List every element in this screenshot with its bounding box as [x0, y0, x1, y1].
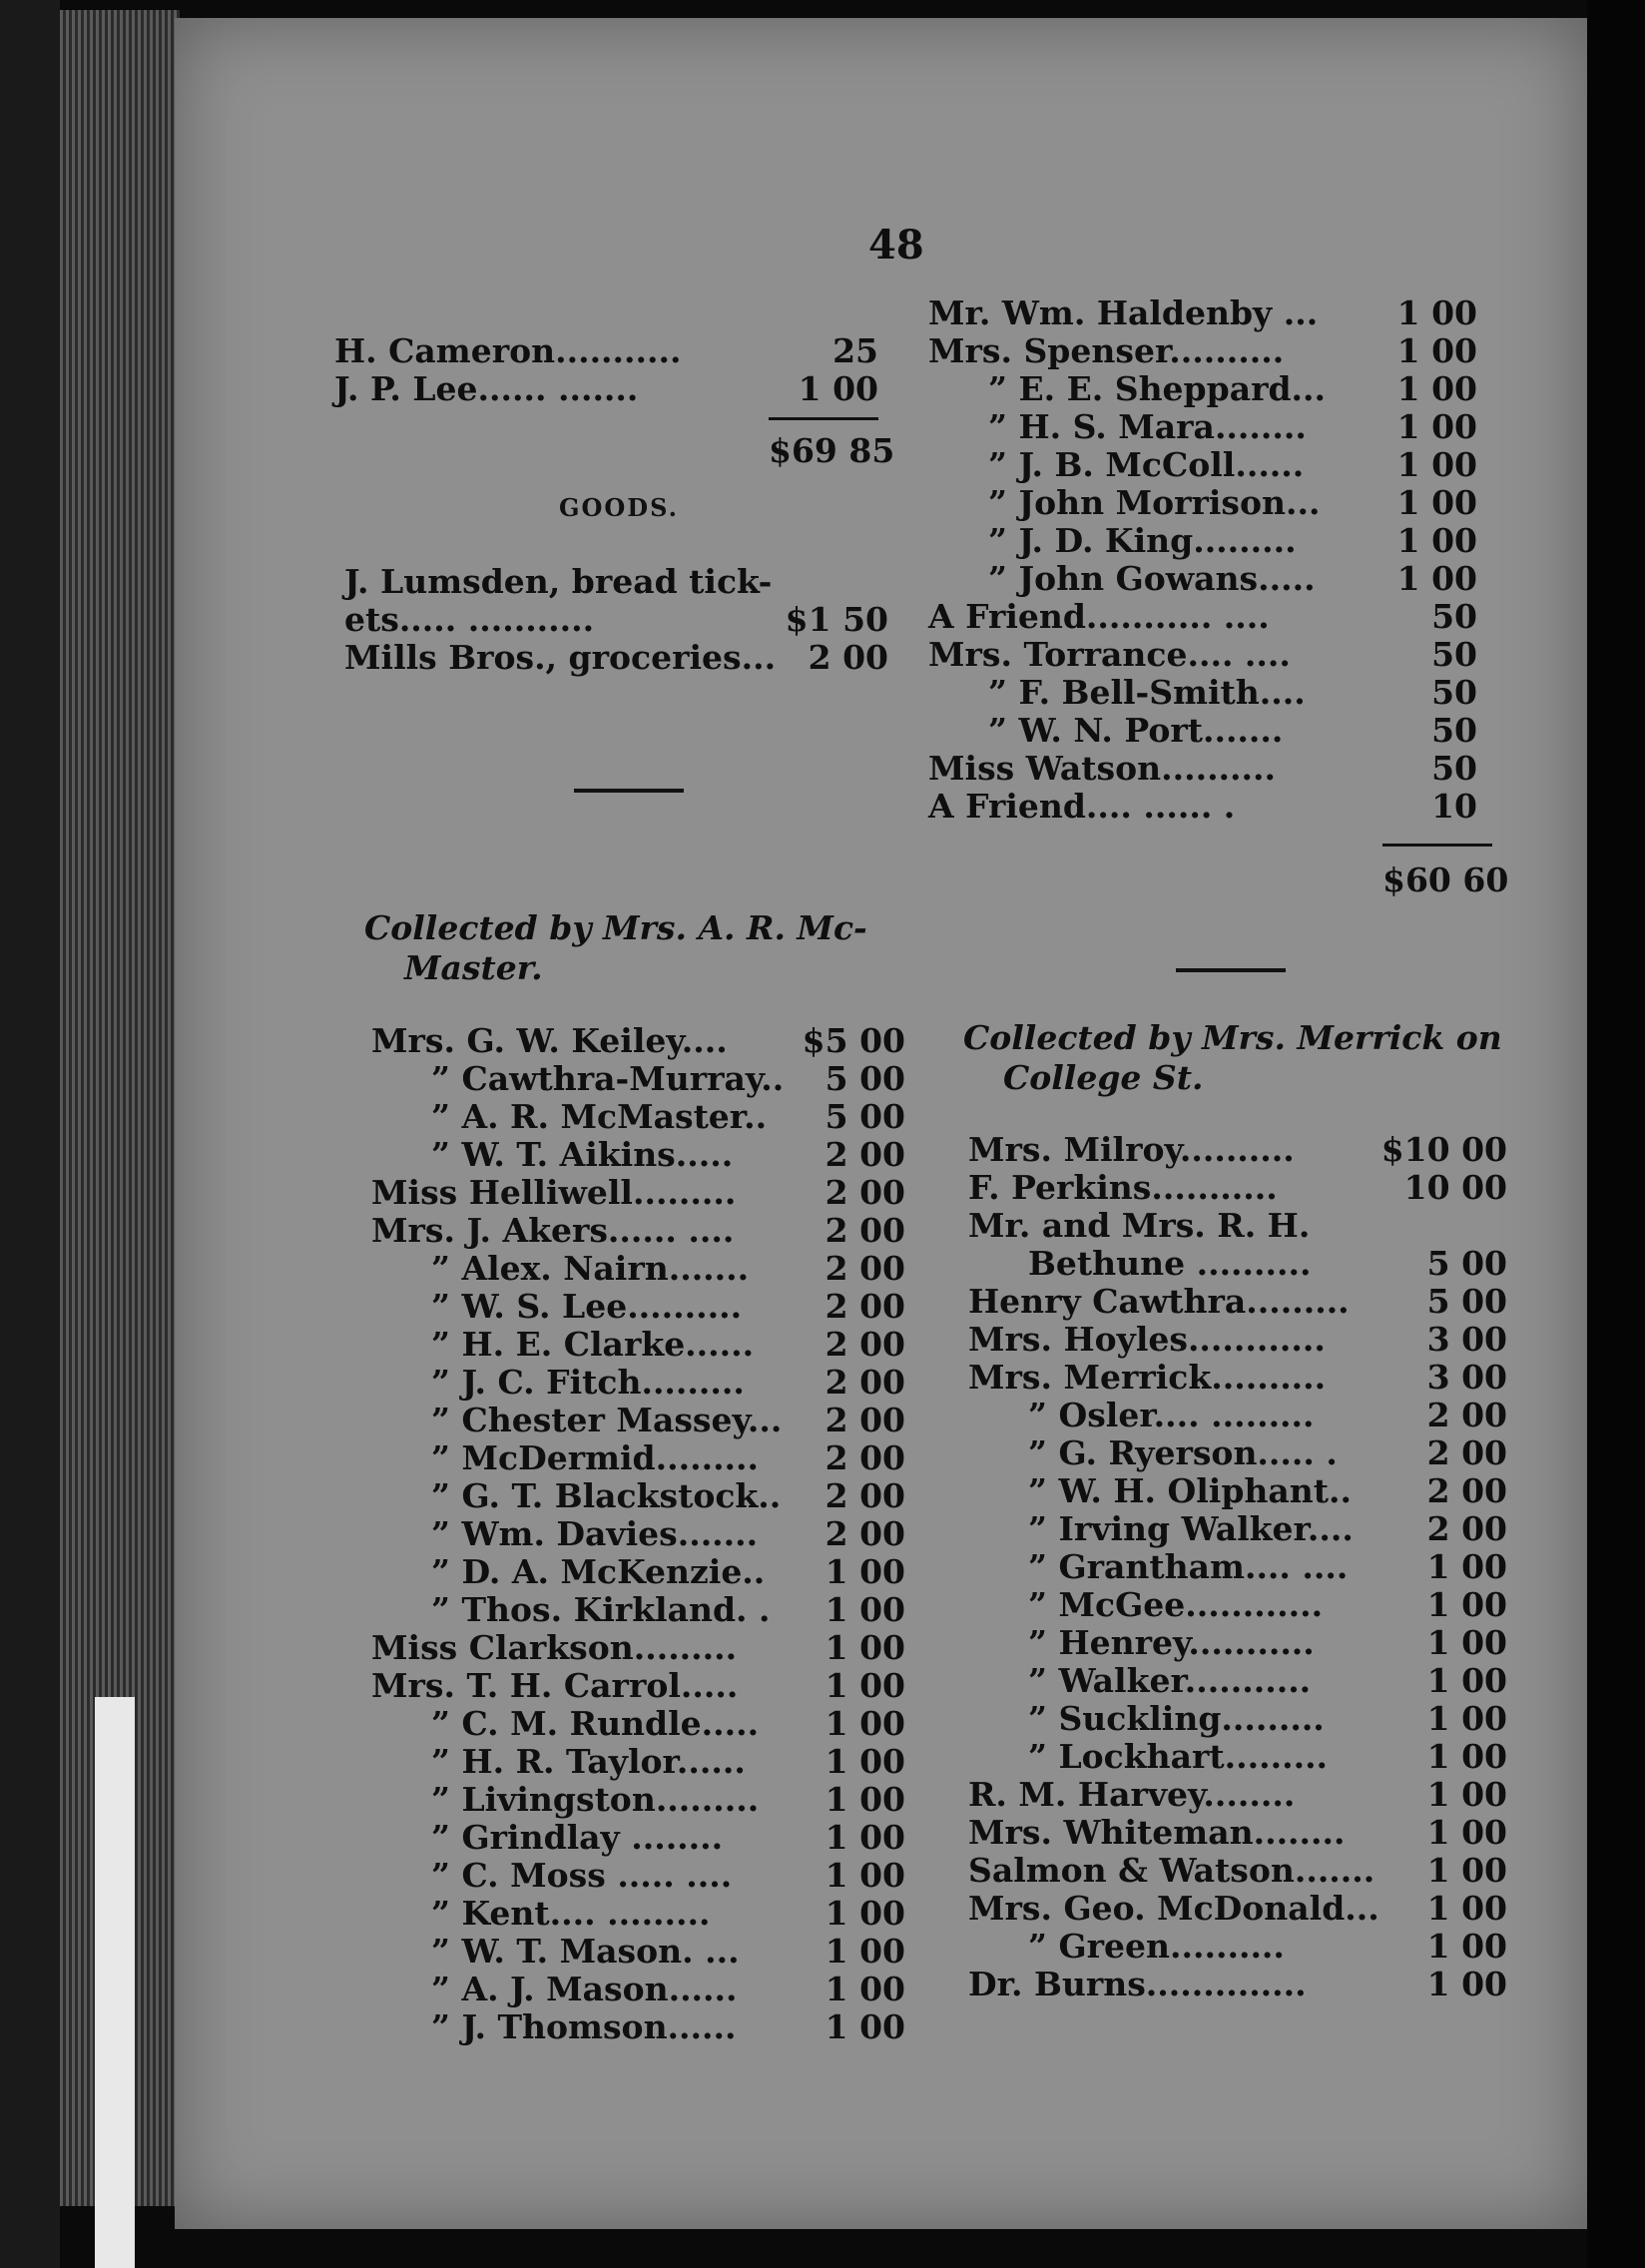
- list-item: [371, 1894, 905, 1932]
- entry-name: ” Irving Walker....: [1028, 1509, 1354, 1548]
- entry-amount: 3 00: [1426, 1358, 1507, 1397]
- list-item: [968, 1471, 1507, 1509]
- entry-amount: 2 00: [824, 1135, 905, 1174]
- entry-name: J. P. Lee...... .......: [334, 369, 639, 408]
- list-item: [371, 1438, 905, 1476]
- entry-amount: 1 00: [1426, 1623, 1507, 1662]
- list-item: [371, 1590, 905, 1628]
- entry-name: Mrs. T. H. Carrol.....: [371, 1666, 739, 1705]
- entry-amount: 1 00: [1426, 1927, 1507, 1966]
- entry-name: ” Thos. Kirkland. .: [431, 1590, 771, 1629]
- entry-amount: 2 00: [824, 1401, 905, 1439]
- entry-amount: 1 00: [1396, 407, 1477, 446]
- entry-name: Mrs. Hoyles............: [968, 1320, 1326, 1359]
- list-item: [371, 1514, 905, 1552]
- list-item: [371, 1211, 905, 1249]
- entry-amount: 1 00: [1396, 445, 1477, 484]
- entry-amount: 50: [1431, 711, 1477, 750]
- entry-amount: 1 00: [824, 1970, 905, 2008]
- entry-name: ” Wm. Davies.......: [431, 1514, 759, 1553]
- list-item: [371, 1173, 905, 1211]
- entry-amount: 1 00: [1396, 369, 1477, 408]
- entry-name: ” H. E. Clarke......: [431, 1325, 755, 1364]
- entry-amount: 2 00: [1426, 1509, 1507, 1548]
- entry-name: Miss Helliwell.........: [371, 1173, 737, 1212]
- list-item: [928, 711, 1477, 749]
- entry-name: ” A. R. McMaster..: [431, 1097, 768, 1136]
- entry-name: Mrs. Spenser..........: [928, 331, 1285, 370]
- right-top-list: [928, 293, 1477, 825]
- entry-name: H. Cameron...........: [334, 331, 682, 370]
- entry-name: ” J. B. McColl......: [988, 445, 1305, 484]
- entry-amount: 50: [1431, 673, 1477, 712]
- entry-amount: 1 00: [1396, 559, 1477, 598]
- list-item: [928, 749, 1477, 787]
- entry-name: ” John Morrison...: [988, 483, 1321, 522]
- entry-amount: 2 00: [1426, 1396, 1507, 1434]
- list-item: [371, 1628, 905, 1666]
- list-item: [371, 1249, 905, 1287]
- entry-name: ” W. N. Port.......: [988, 711, 1284, 750]
- entry-amount: 5 00: [824, 1059, 905, 1098]
- entry-amount: 2 00: [824, 1363, 905, 1402]
- entry-name: ” A. J. Mason......: [431, 1970, 738, 2008]
- entry-name: R. M. Harvey........: [968, 1775, 1296, 1814]
- entry-name: ” Grindlay ........: [431, 1818, 724, 1857]
- entry-amount: $1 50: [785, 600, 888, 639]
- entry-amount: 1 00: [1426, 1851, 1507, 1890]
- list-item: [968, 1889, 1507, 1927]
- entry-name: Mrs. Merrick..........: [968, 1358, 1327, 1397]
- entry-amount: 1 00: [824, 1894, 905, 1933]
- entry-name: Dr. Burns..............: [968, 1965, 1307, 2003]
- entry-amount: 1 00: [824, 1932, 905, 1971]
- entry-amount: 2 00: [1426, 1433, 1507, 1472]
- entry-amount: 1 00: [824, 1780, 905, 1819]
- entry-amount: 3 00: [1426, 1320, 1507, 1359]
- entry-amount: 2 00: [1426, 1471, 1507, 1510]
- list-item: [928, 293, 1477, 331]
- list-item: [344, 638, 888, 676]
- entry-amount: 2 00: [824, 1211, 905, 1250]
- entry-name: ” Chester Massey...: [431, 1401, 783, 1439]
- entry-amount: 10 00: [1403, 1168, 1507, 1207]
- entry-amount: 1 00: [824, 1818, 905, 1857]
- entry-amount: 5 00: [1426, 1282, 1507, 1321]
- entry-amount: 50: [1431, 597, 1477, 636]
- entry-amount: 50: [1431, 749, 1477, 788]
- goods-heading: GOODS.: [559, 493, 679, 522]
- entry-amount: 1 00: [824, 1552, 905, 1591]
- entry-amount: 1 00: [1426, 1813, 1507, 1852]
- entry-name: Mrs. Whiteman........: [968, 1813, 1346, 1852]
- entry-name: J. Lumsden, bread tick-: [344, 562, 773, 601]
- entry-amount: 1 00: [1426, 1699, 1507, 1738]
- list-item: [371, 1135, 905, 1173]
- entry-name: ” Osler.... .........: [1028, 1396, 1315, 1434]
- list-item: [928, 369, 1477, 407]
- entry-amount: 1 00: [1396, 293, 1477, 332]
- list-item: [968, 1623, 1507, 1661]
- left-top-total: $69 85: [769, 431, 895, 470]
- entry-name: Mrs. Milroy..........: [968, 1130, 1295, 1169]
- entry-name: ” Livingston.........: [431, 1780, 760, 1819]
- entry-name: ” C. Moss ..... ....: [431, 1856, 733, 1895]
- list-item: [928, 331, 1477, 369]
- entry-name: A Friend........... ....: [928, 597, 1270, 636]
- list-item: [968, 1851, 1507, 1889]
- entry-amount: 50: [1431, 635, 1477, 674]
- entry-amount: 1 00: [824, 1704, 905, 1743]
- entry-amount: 1 00: [1426, 1737, 1507, 1776]
- book-spine-left: [0, 0, 60, 2268]
- list-item: [371, 1059, 905, 1097]
- list-item: [928, 635, 1477, 673]
- list-item: [968, 1585, 1507, 1623]
- entry-name: ” John Gowans.....: [988, 559, 1316, 598]
- section-divider-left: [574, 789, 684, 793]
- entry-amount: 2 00: [824, 1325, 905, 1364]
- entry-amount: 1 00: [824, 1856, 905, 1895]
- list-item: [334, 331, 878, 369]
- entry-amount: 1 00: [798, 369, 878, 408]
- entry-name: Mr. and Mrs. R. H.: [968, 1206, 1311, 1245]
- list-item: [968, 1320, 1507, 1358]
- list-item: [928, 483, 1477, 521]
- list-item: [334, 369, 878, 407]
- list-item: [928, 445, 1477, 483]
- entry-amount: 1 00: [1426, 1965, 1507, 2003]
- entry-name: ” H. R. Taylor......: [431, 1742, 746, 1781]
- section-divider-right: [1176, 968, 1286, 972]
- entry-name: Mrs. J. Akers...... ....: [371, 1211, 735, 1250]
- entry-name: Miss Watson..........: [928, 749, 1276, 788]
- entry-amount: 1 00: [1426, 1547, 1507, 1586]
- entry-amount: 1 00: [824, 1628, 905, 1667]
- entry-amount: 2 00: [808, 638, 888, 677]
- list-item: [968, 1130, 1507, 1168]
- entry-name: ets..... ...........: [344, 600, 595, 639]
- list-item: [928, 559, 1477, 597]
- entry-name: ” C. M. Rundle.....: [431, 1704, 760, 1743]
- entry-amount: 1 00: [1396, 521, 1477, 560]
- entry-name: ” G. Ryerson..... .: [1028, 1433, 1338, 1472]
- goods-list: [344, 562, 888, 676]
- list-item: [371, 1097, 905, 1135]
- list-item: [968, 1661, 1507, 1699]
- entry-amount: 2 00: [824, 1173, 905, 1212]
- list-item: [968, 1737, 1507, 1775]
- list-item: [371, 1476, 905, 1514]
- left-heading-line1: Collected by Mrs. A. R. Mc-: [364, 908, 867, 947]
- entry-amount: 25: [832, 331, 878, 370]
- entry-amount: 1 00: [1426, 1889, 1507, 1928]
- list-item: [371, 1970, 905, 2007]
- list-item: [928, 597, 1477, 635]
- list-item: [371, 1742, 905, 1780]
- list-item: [928, 787, 1477, 825]
- list-item: [371, 1401, 905, 1438]
- entry-name: F. Perkins...........: [968, 1168, 1278, 1207]
- list-item: [371, 1363, 905, 1401]
- entry-name: ” Kent.... .........: [431, 1894, 711, 1933]
- entry-amount: 5 00: [1426, 1244, 1507, 1283]
- page-number: 48: [868, 222, 924, 269]
- list-item: [928, 407, 1477, 445]
- entry-amount: 10: [1431, 787, 1477, 826]
- entry-name: Salmon & Watson.......: [968, 1851, 1375, 1890]
- entry-name: Mills Bros., groceries...: [344, 638, 777, 677]
- list-item: [371, 1704, 905, 1742]
- entry-name: ” G. T. Blackstock..: [431, 1476, 782, 1515]
- entry-name: ” F. Bell-Smith....: [988, 673, 1306, 712]
- entry-amount: $5 00: [802, 1021, 905, 1060]
- entry-amount: 1 00: [824, 1742, 905, 1781]
- entry-amount: 2 00: [824, 1249, 905, 1288]
- list-item: [968, 1396, 1507, 1433]
- entry-name: ” W. T. Mason. ...: [431, 1932, 740, 1971]
- list-item: [371, 1666, 905, 1704]
- list-item: [371, 1552, 905, 1590]
- left-collected-list: [371, 1021, 905, 2045]
- list-item: [371, 2007, 905, 2045]
- entry-name: ” Green..........: [1028, 1927, 1285, 1966]
- list-item: [371, 1021, 905, 1059]
- entry-name: ” McGee............: [1028, 1585, 1324, 1624]
- entry-amount: 2 00: [824, 1514, 905, 1553]
- entry-name: ” Lockhart.........: [1028, 1737, 1329, 1776]
- list-item: [344, 600, 888, 638]
- entry-amount: 1 00: [1426, 1775, 1507, 1814]
- list-item: [968, 1699, 1507, 1737]
- entry-name: ” J. Thomson......: [431, 2007, 737, 2046]
- list-item: [928, 521, 1477, 559]
- entry-amount: 1 00: [824, 1666, 905, 1705]
- entry-name: ” Grantham.... ....: [1028, 1547, 1349, 1586]
- entry-name: Mrs. Geo. McDonald...: [968, 1889, 1379, 1928]
- entry-name: Bethune ..........: [1028, 1244, 1312, 1283]
- entry-amount: 1 00: [824, 1590, 905, 1629]
- list-item: [371, 1780, 905, 1818]
- list-item: [968, 1282, 1507, 1320]
- list-item: [968, 1813, 1507, 1851]
- entry-amount: $10 00: [1380, 1130, 1507, 1169]
- list-item: [371, 1325, 905, 1363]
- list-item: [968, 1775, 1507, 1813]
- entry-name: ” E. E. Sheppard...: [988, 369, 1327, 408]
- list-item: [968, 1927, 1507, 1965]
- list-item: [344, 562, 888, 600]
- entry-amount: 1 00: [1426, 1585, 1507, 1624]
- entry-name: ” Walker...........: [1028, 1661, 1312, 1700]
- entry-amount: 2 00: [824, 1476, 905, 1515]
- entry-name: ” J. D. King.........: [988, 521, 1297, 560]
- entry-name: ” Cawthra-Murray..: [431, 1059, 785, 1098]
- entry-amount: 1 00: [1426, 1661, 1507, 1700]
- right-section-heading: [963, 1018, 1502, 1098]
- entry-name: ” Suckling.........: [1028, 1699, 1325, 1738]
- right-top-total-rule: [1382, 844, 1492, 847]
- list-item: [371, 1932, 905, 1970]
- entry-amount: 5 00: [824, 1097, 905, 1136]
- entry-amount: 1 00: [1396, 331, 1477, 370]
- right-collected-list: [968, 1130, 1507, 2002]
- list-item: [968, 1244, 1507, 1282]
- entry-name: ” Henrey...........: [1028, 1623, 1315, 1662]
- entry-name: ” W. S. Lee..........: [431, 1287, 743, 1326]
- entry-name: A Friend.... ...... .: [928, 787, 1236, 826]
- list-item: [968, 1168, 1507, 1206]
- list-item: [371, 1856, 905, 1894]
- left-top-list: [334, 331, 878, 407]
- entry-name: Mrs. G. W. Keiley....: [371, 1021, 728, 1060]
- right-heading-line2: College St.: [1003, 1058, 1204, 1097]
- list-item: [968, 1206, 1507, 1244]
- entry-amount: 2 00: [824, 1438, 905, 1477]
- left-heading-line2: Master.: [404, 948, 543, 987]
- entry-amount: 1 00: [1396, 483, 1477, 522]
- entry-amount: 1 00: [824, 2007, 905, 2046]
- book-gutter-right: [1587, 0, 1645, 2268]
- entry-name: ” Alex. Nairn.......: [431, 1249, 750, 1288]
- list-item: [968, 1433, 1507, 1471]
- list-item: [968, 1965, 1507, 2002]
- entry-name: Miss Clarkson.........: [371, 1628, 738, 1667]
- left-top-total-rule: [769, 417, 878, 420]
- list-item: [371, 1818, 905, 1856]
- entry-name: ” H. S. Mara........: [988, 407, 1307, 446]
- white-strip: [95, 1697, 135, 2268]
- list-item: [968, 1547, 1507, 1585]
- left-section-heading: [364, 908, 867, 988]
- entry-name: ” D. A. McKenzie..: [431, 1552, 766, 1591]
- entry-name: Henry Cawthra.........: [968, 1282, 1350, 1321]
- entry-name: ” W. H. Oliphant..: [1028, 1471, 1353, 1510]
- list-item: [928, 673, 1477, 711]
- right-heading-line1: Collected by Mrs. Merrick on: [963, 1018, 1502, 1057]
- list-item: [371, 1287, 905, 1325]
- list-item: [968, 1358, 1507, 1396]
- entry-name: Mr. Wm. Haldenby ...: [928, 293, 1319, 332]
- entry-amount: 2 00: [824, 1287, 905, 1326]
- entry-name: ” J. C. Fitch.........: [431, 1363, 745, 1402]
- entry-name: ” McDermid.........: [431, 1438, 760, 1477]
- list-item: [968, 1509, 1507, 1547]
- right-top-total: $60 60: [1382, 860, 1509, 899]
- entry-name: ” W. T. Aikins.....: [431, 1135, 734, 1174]
- entry-name: Mrs. Torrance.... ....: [928, 635, 1291, 674]
